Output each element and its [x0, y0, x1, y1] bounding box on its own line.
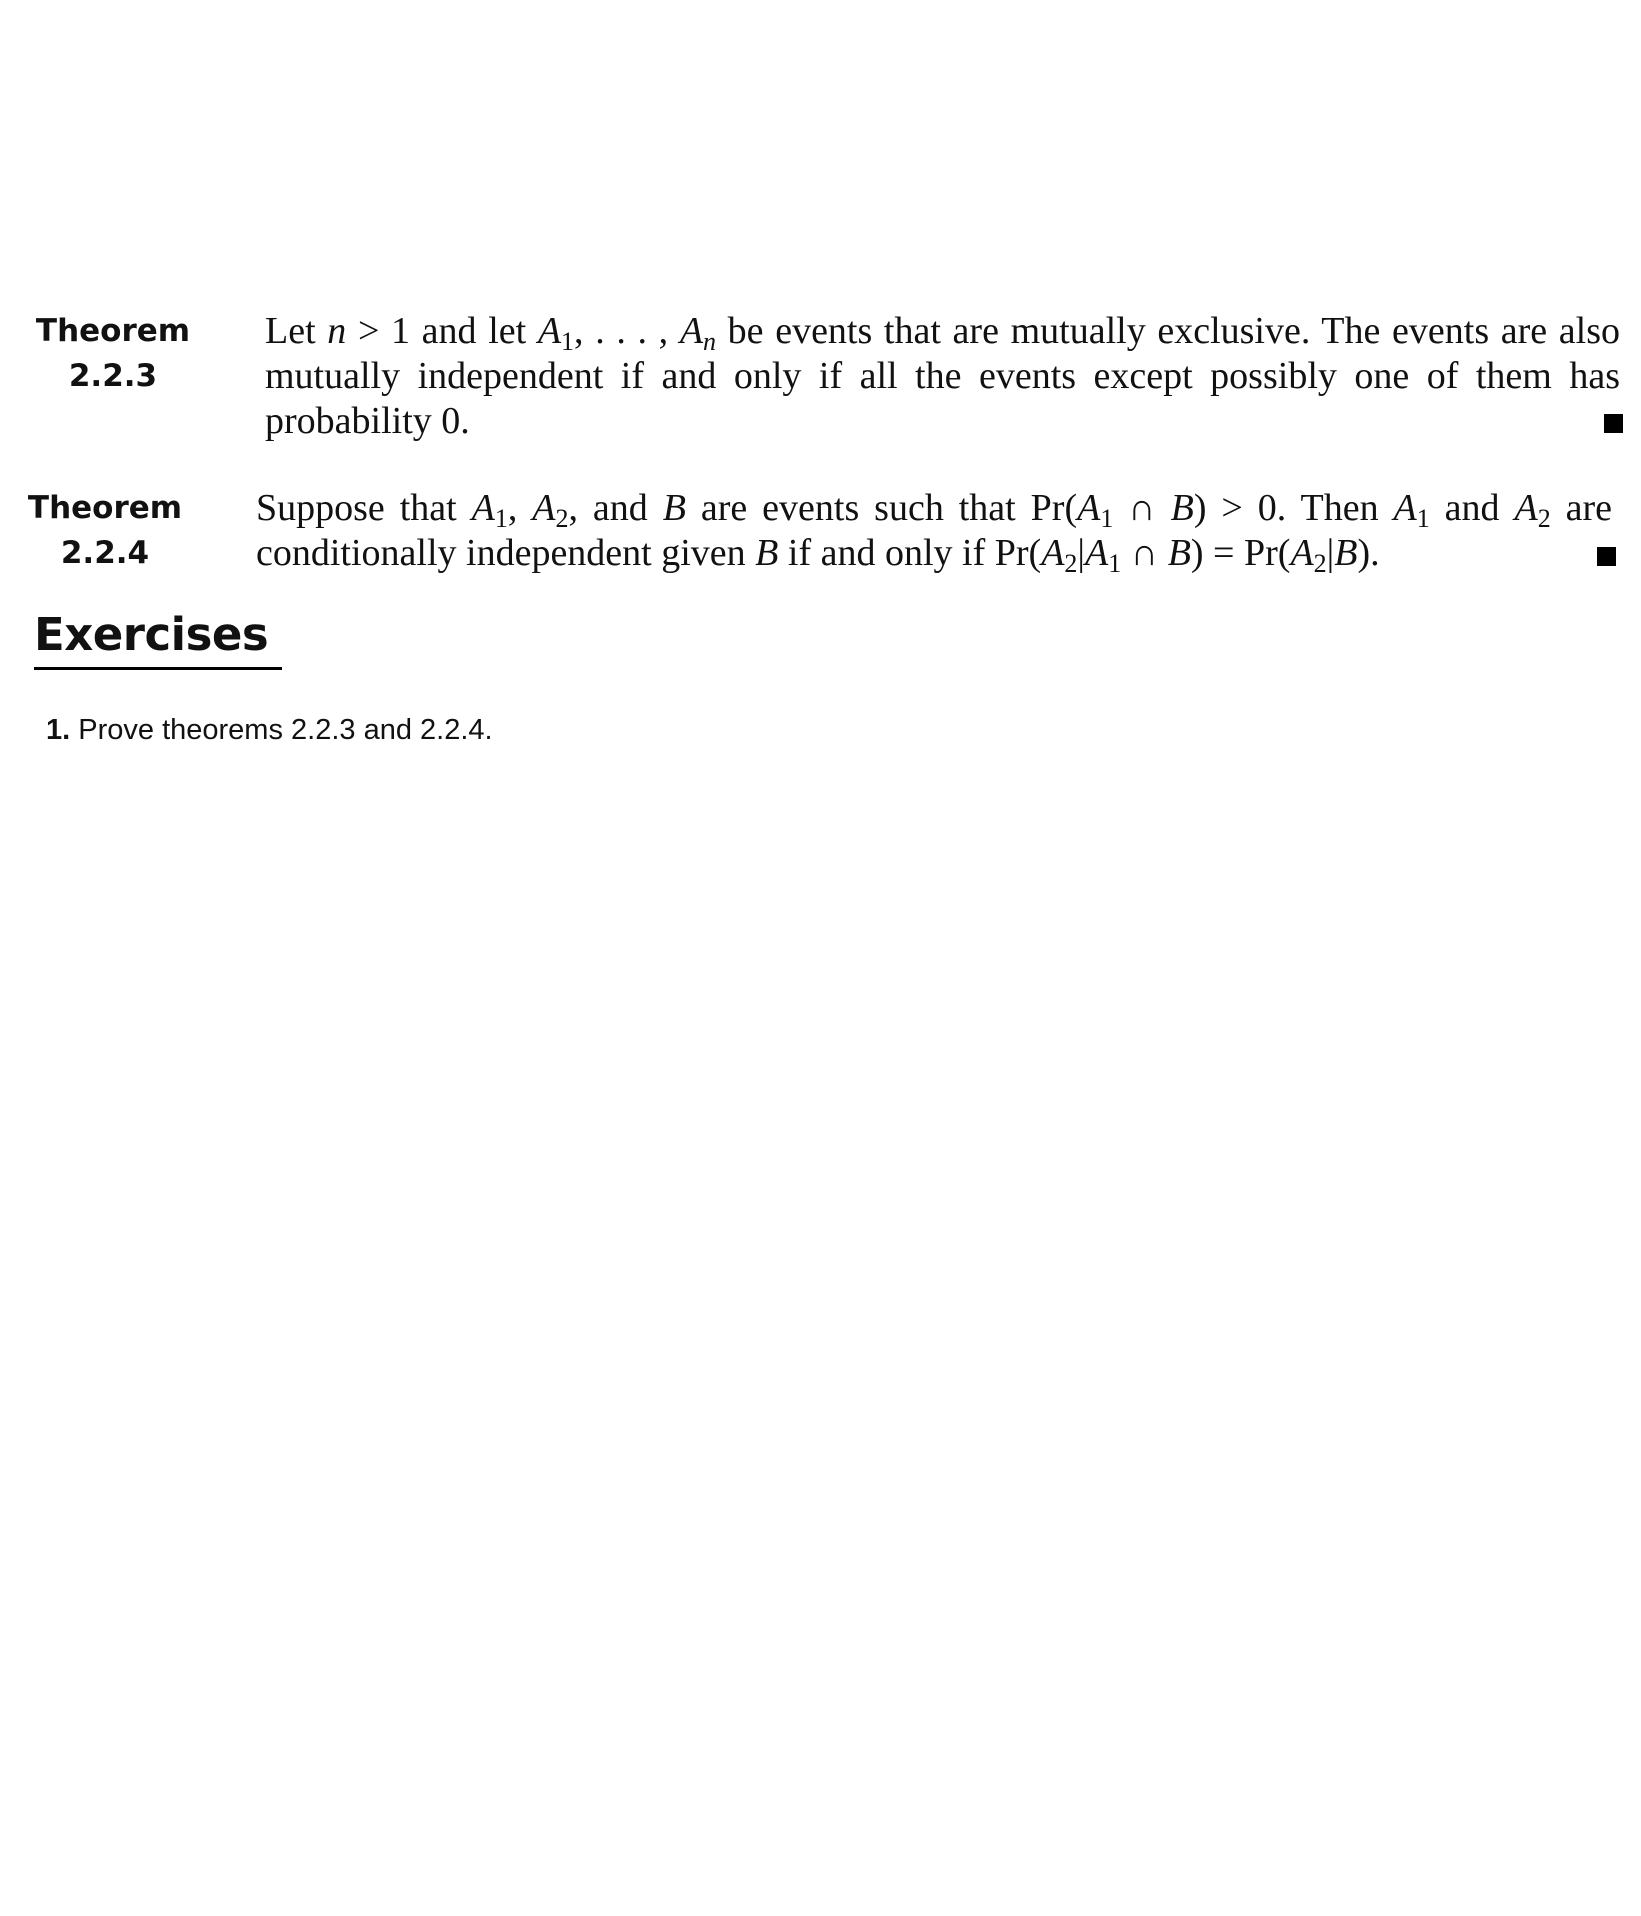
section-title-underline [34, 667, 282, 670]
theorem-statement [265, 309, 1620, 444]
theorem-label-word: Theorem [27, 490, 183, 526]
qed-square-icon [1604, 414, 1623, 433]
theorem-label [18, 309, 208, 399]
theorem-label-word: Theorem [35, 313, 191, 349]
theorem-label-number: 2.2.4 [60, 535, 150, 571]
theorem-label-number: 2.2.3 [68, 358, 158, 394]
exercise-number: 1. [46, 714, 71, 746]
exercise-text: Prove theorems 2.2.3 and 2.2.4. [78, 714, 493, 746]
theorem-statement-text: Let n > 1 and let $A_1$, . . . , $A_n$ be events that are mutually exclusive. The events are also mutually independent if and only if all the events except possibly one of them has probability 0. [265, 310, 1621, 442]
theorem-statement [256, 486, 1612, 576]
theorem-label [10, 486, 200, 576]
exercise-item [46, 710, 493, 750]
theorem-statement-text: Suppose that $A_1$, $A_2$, and B are events such that $Pr(A_1$ ∩ B) > 0. Then $A_1$ and $A_2$ are conditionally independent given B if and only if $Pr(A_2|A_1$ ∩ $B) = Pr(A_2|B)$. [256, 487, 1612, 578]
section-title-exercises: Exercises [34, 608, 269, 661]
qed-square-icon [1597, 547, 1616, 566]
